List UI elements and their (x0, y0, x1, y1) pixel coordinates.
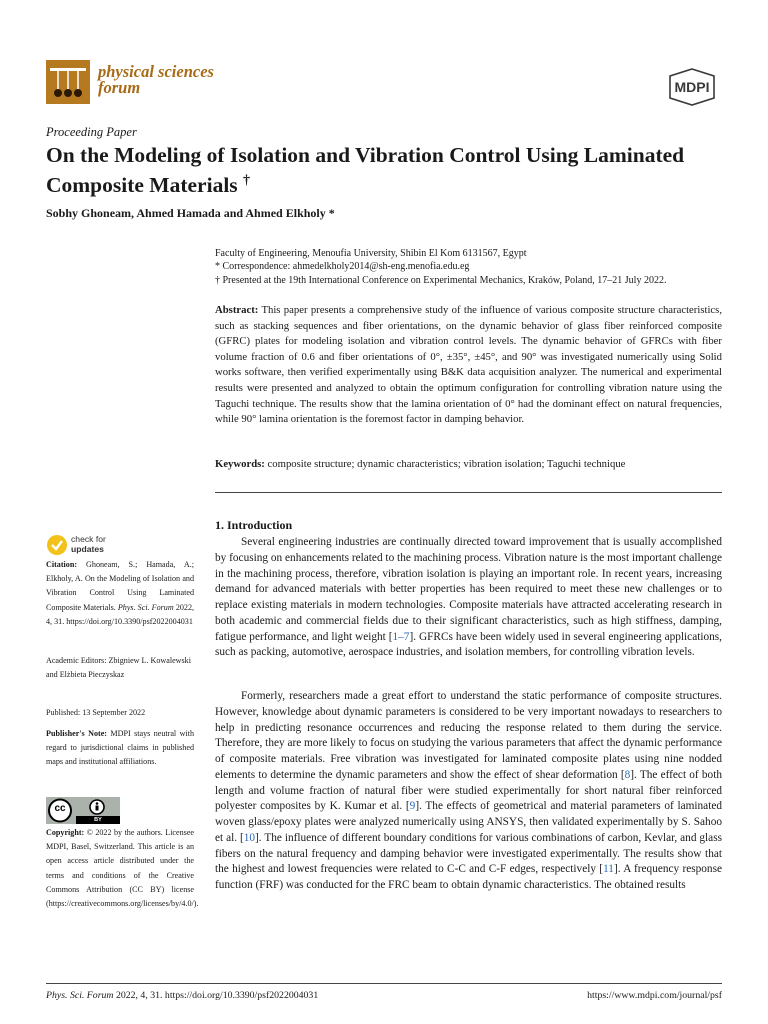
intro-paragraph-2 (215, 689, 722, 894)
footer-doi[interactable]: 2022, 4, 31. https://doi.org/10.3390/psf2022004031 (115, 990, 319, 1001)
abstract-text: This paper presents a comprehensive study of the influence of various composite structure characteristics, such as stacking sequences and fiber orientations, on the dynamic behavior of glass fiber reinforced composite (GFRC) plates for modeling isolation and vibration control levels. The dynamic behavior of GFRCs with fiber volume fraction of 0.6 and fiber orientations of 0°, ±35°, ±45°, and 90° was investigated numerically using Solid works software, then verified experimentally using B&K data acquisition analyzer. The numerical and experimental results were presented and analyzed to obtain the optimum configuration for controlling vibration nature using the Taguchi technique. The results show that the lamina orientation of 0° had the dominant effect on natural frequencies, while 90° lamina orientation is the foremost factor in damping behavior. (215, 304, 722, 426)
abstract-label: Abstract: (215, 304, 259, 316)
paragraph-text: ]. GFRCs have been widely used in several engineering applications, such as packing, automotive, aerospace industries, and isolation members, for controlling vibration levels. (215, 630, 723, 659)
keywords-label: Keywords: (215, 458, 265, 470)
correspondence: * Correspondence: ahmedelkholy2014@sh-eng.menofia.edu.eg (215, 261, 470, 272)
abstract (215, 303, 722, 428)
citation-block (46, 558, 194, 629)
journal-logo (46, 60, 90, 104)
reference-link[interactable]: 11 (603, 863, 614, 876)
section-divider (215, 492, 722, 493)
check-updates-line2: updates (71, 544, 104, 554)
mdpi-logo-text: MDPI (674, 79, 710, 95)
title-footnote-mark: † (243, 173, 251, 188)
newtons-cradle-icon (46, 60, 90, 104)
reference-link[interactable]: 9 (409, 800, 416, 813)
affiliation: Faculty of Engineering, Menoufia University, Shibin El Kom 6131567, Egypt (215, 248, 527, 259)
citation-text: Ghoneam, S.; Hamada, A.; Elkholy, A. On the Modeling of Isolation and Vibration Control Using Laminated Composite Materials. (46, 560, 194, 612)
journal-name (98, 64, 214, 96)
reference-link[interactable]: 1–7 (392, 630, 410, 643)
conference-note: † Presented at the 19th International Conference on Experimental Mechanics, Kraków, Poland, 17–21 July 2022. (215, 275, 667, 286)
intro-paragraph-1 (215, 535, 722, 661)
journal-name-line1: physical sciences (98, 62, 214, 81)
paragraph-text: ]. The effect of both length and volume fraction of natural fiber were studied experimentally for short natural fiber reinforced polyester composites by K. Kumar et al. [ (215, 768, 722, 813)
cc-by-license-badge[interactable] (46, 797, 120, 824)
footer-journal-url[interactable]: https://www.mdpi.com/journal/psf (587, 990, 722, 1001)
published-date: Published: 13 September 2022 (46, 708, 146, 717)
keywords-text: composite structure; dynamic characteristics; vibration isolation; Taguchi technique (267, 458, 626, 470)
academic-editors: Academic Editors: Zbigniew L. Kowalewski and Elżbieta Pieczyskaz (46, 656, 191, 680)
copyright-notice (46, 826, 199, 911)
check-updates-text (71, 534, 106, 554)
check-for-updates-badge[interactable] (46, 532, 126, 558)
paragraph-text: Several engineering industries are continually directed toward improvement that is usually accomplished by focusing on enhancements related to the machining process. Vibration nature is the most important challenge in the machining process, therefore, vibration isolation is playing an important role. In recent years, increasing demand for advanced materials with better properties has been required to meet these new challenges or to replace existing materials in modern technologies. Composite materials have attracted accelerating research in both academic and commercial fields due to their significant characteristics, such as high stiffness, damping, fatigue performance, and light weight [ (215, 536, 722, 643)
copyright-text: © 2022 by the authors. Licensee MDPI, Basel, Switzerland. This article is an open access article distributed under the terms and conditions of the Creative Commons Attribution (CC BY) license (https://creativecommons.org/licenses/by/4.0/). (46, 828, 199, 909)
paragraph-text: Formerly, researchers made a great effort to understand the static performance of composite structures. However, knowledge about dynamic parameters is considered to be very important nowadays to researchers to help in predicting resonance occurrences and reducing the response related to them during the service. Therefore, they are more likely to focus on studying the various parameters that affect the dynamic performance of composite materials. Free vibration was investigated for laminated composite plates using nine nodded elements to determine the dynamic parameters and show the effect of shear deformation [ (215, 690, 723, 781)
mdpi-logo (662, 68, 722, 106)
journal-name-line2: forum (98, 78, 141, 97)
cc-glyph: cc (54, 803, 66, 814)
cc-by-label: BY (94, 817, 102, 823)
publisher-note-text: MDPI stays neutral with regard to jurisdictional claims in published maps and institutional affiliations. (46, 729, 194, 767)
publisher-note-label: Publisher's Note: (46, 729, 107, 738)
paper-title (46, 142, 726, 198)
check-updates-icon (46, 534, 68, 556)
paragraph-text: ]. The effects of geometrical and material parameters of laminated woven glass/epoxy plates were analyzed numerically using ANSYS, then validated experimentally by S. Sahoo et al. [ (215, 800, 722, 844)
paragraph-text: ]. The influence of different boundary conditions for various combinations of carbon, Kevlar, and glass fibers on the natural frequency and damping behavior were investigated experimentally. The results show that the highest and lowest frequencies were related to C-C and C-F edges, respectively [ (215, 831, 722, 876)
footer-divider (46, 983, 722, 984)
author-list: Sobhy Ghoneam, Ahmed Hamada and Ahmed Elkholy * (46, 206, 335, 220)
keywords (215, 458, 722, 470)
paragraph-text: ]. A frequency response function (FRF) was conducted for the FRC beam to obtain dynamic characteristics. The obtained results (215, 863, 722, 891)
citation-journal: Phys. Sci. Forum (117, 602, 174, 612)
check-updates-line1: check for (71, 534, 106, 544)
section-heading-introduction: 1. Introduction (215, 518, 293, 532)
reference-link[interactable]: 10 (243, 831, 256, 844)
paper-type: Proceeding Paper (46, 125, 137, 139)
citation-label: Citation: (46, 560, 78, 569)
paper-title-text: On the Modeling of Isolation and Vibration Control Using Laminated Composite Materials (46, 143, 685, 198)
citation-doi[interactable]: 2022, 4, 31. https://doi.org/10.3390/psf2022004031 (46, 602, 195, 626)
reference-link[interactable]: 8 (624, 768, 631, 781)
footer-citation (46, 990, 318, 1001)
publisher-note (46, 727, 194, 770)
footer-journal: Phys. Sci. Forum (46, 990, 114, 1001)
copyright-label: Copyright: (46, 828, 85, 837)
